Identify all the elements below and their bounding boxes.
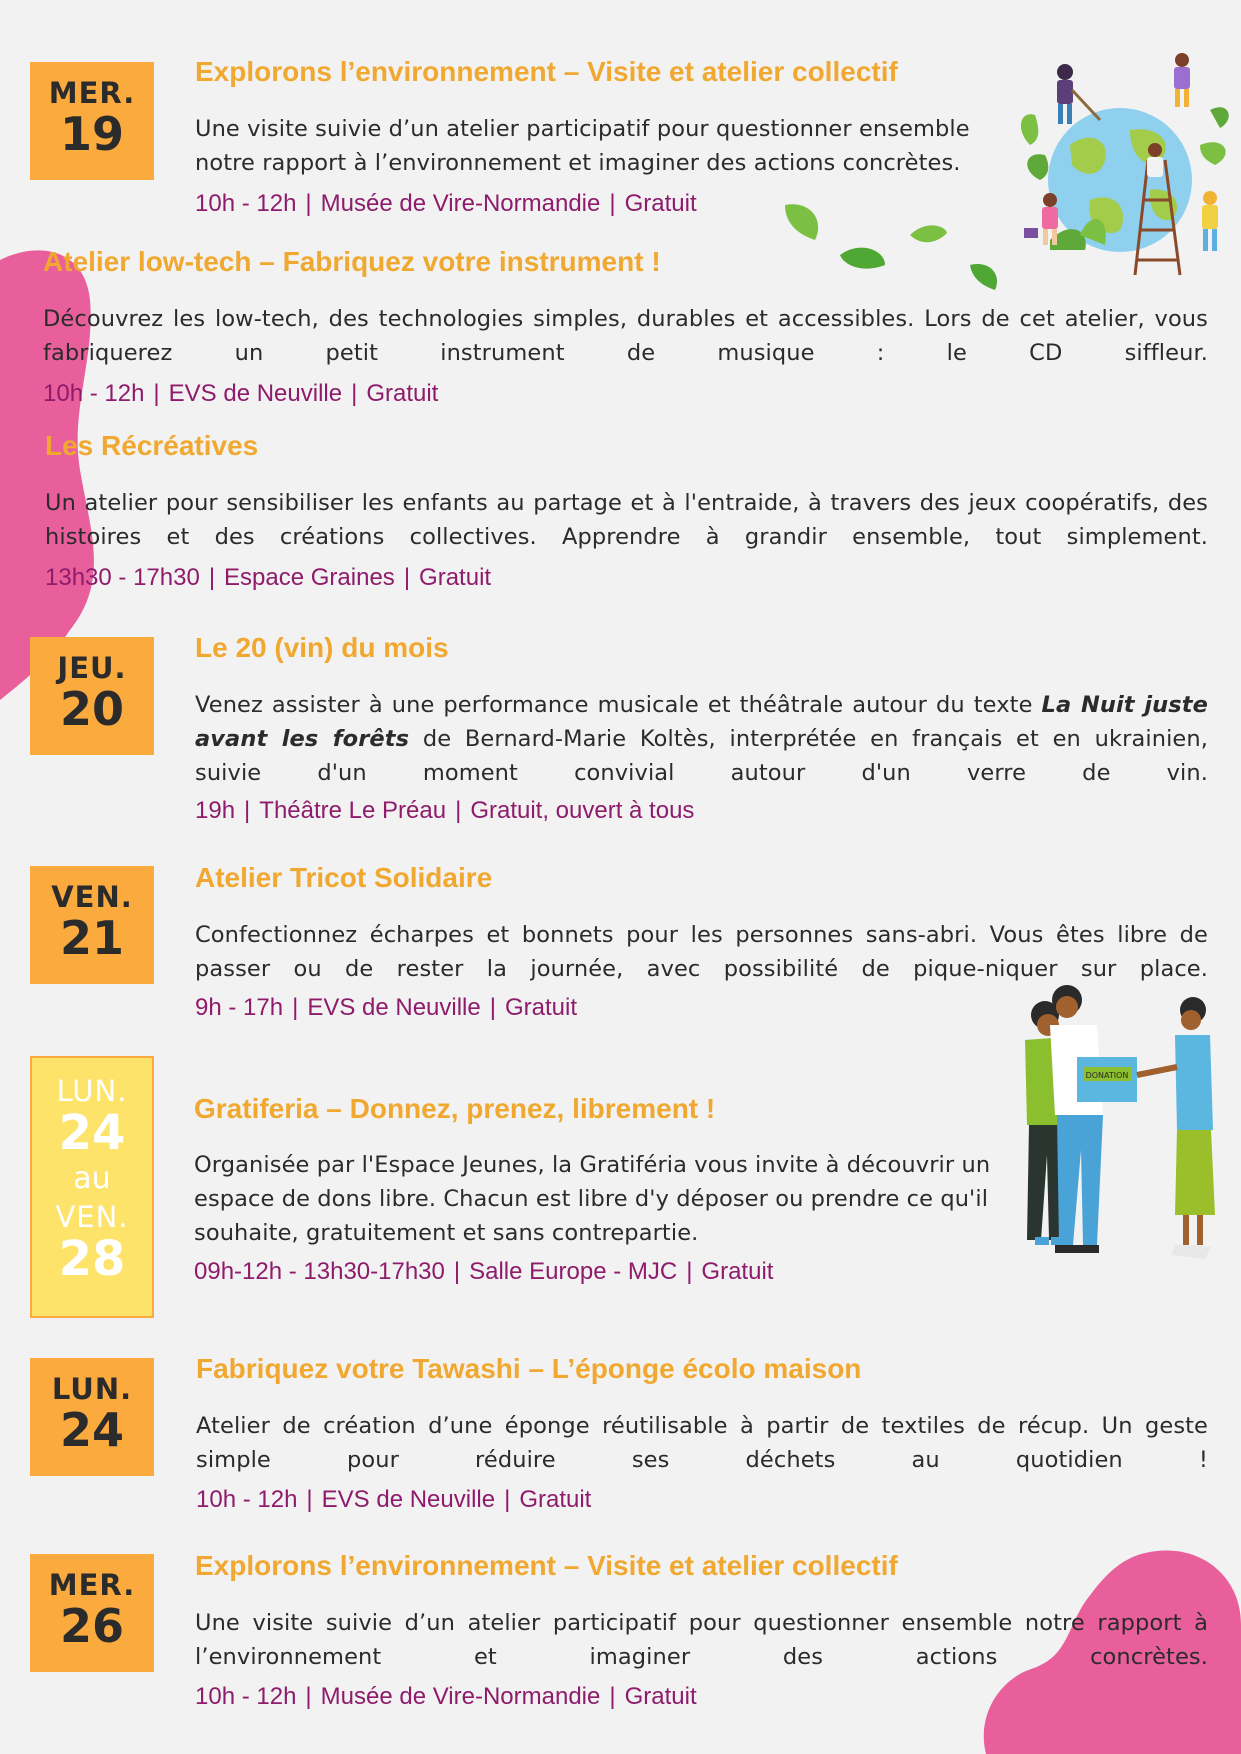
event-description: Atelier de création d’une éponge réutilisable à partir de textiles de récup. Un geste simple pour réduire ses déchets au quotidien !	[196, 1413, 1208, 1473]
event-title: Explorons l’environnement – Visite et atelier collectif	[195, 1550, 898, 1581]
date-badge	[30, 62, 154, 180]
event-meta	[195, 1683, 697, 1711]
separator: |	[351, 380, 358, 407]
event-title: Atelier Tricot Solidaire	[195, 862, 493, 893]
separator: |	[292, 994, 299, 1021]
separator: |	[686, 1258, 693, 1285]
donation-box-illustration	[1005, 975, 1235, 1275]
event-title: Gratiferia – Donnez, prenez, librement !	[194, 1093, 716, 1124]
separator: |	[609, 1683, 616, 1710]
event-price: Gratuit	[519, 1486, 592, 1513]
work-title: La Nuit juste avant les forêts	[195, 692, 1208, 752]
separator: |	[153, 380, 160, 407]
donation-label: DONATION	[1085, 1071, 1129, 1080]
date-number: 26	[59, 1599, 124, 1653]
event-description: Un atelier pour sensibiliser les enfants au partage et à l'entraide, à travers des jeux coopératifs, des histoires et des créations collectives. Apprendre à grandir ensemble, tout simplement.	[45, 490, 1208, 550]
date-day: MER.	[48, 76, 136, 110]
date-number: 20	[59, 682, 124, 736]
separator: |	[244, 797, 251, 824]
event-price: Gratuit	[504, 994, 578, 1021]
date-day: VEN.	[51, 880, 133, 914]
date-number-end: 28	[58, 1231, 126, 1287]
separator: |	[208, 564, 216, 591]
separator: |	[455, 797, 462, 824]
event-meta	[194, 1258, 773, 1286]
event-meta	[195, 190, 697, 218]
date-day-end: VEN.	[55, 1200, 129, 1234]
event-place: EVS de Neuville	[321, 1486, 496, 1513]
event-place: Espace Graines	[224, 564, 395, 591]
separator: |	[453, 1258, 461, 1285]
event-description: Confectionnez écharpes et bonnets pour les personnes sans-abri. Vous êtes libre de passer ou de rester la journée, avec possibilité de pique-niquer sur place.	[195, 922, 1208, 982]
date-day: MER.	[48, 1568, 136, 1602]
event-title: Explorons l’environnement – Visite et atelier collectif	[195, 56, 898, 87]
event-time: 10h - 12h	[43, 380, 145, 407]
event-description	[195, 688, 1208, 790]
separator: |	[489, 994, 496, 1021]
date-badge	[30, 866, 154, 984]
date-day: LUN.	[56, 1074, 128, 1108]
separator: |	[504, 1486, 511, 1513]
description-text: de Bernard-Marie Koltès, interprétée en français et en ukrainien, suivie d'un moment convivial autour d'un verre de vin.	[195, 726, 1208, 786]
event-place: EVS de Neuville	[168, 380, 343, 407]
date-badge	[30, 1554, 154, 1672]
separator: |	[305, 1683, 312, 1710]
event-time: 10h - 12h	[196, 1486, 298, 1513]
date-range-connector: au	[73, 1161, 111, 1196]
date-number: 19	[59, 107, 124, 161]
event-title: Le 20 (vin) du mois	[195, 632, 449, 663]
date-badge	[30, 1358, 154, 1476]
date-range-badge	[30, 1056, 154, 1318]
date-number: 21	[59, 911, 124, 965]
date-badge	[30, 637, 154, 755]
event-time: 9h - 17h	[195, 994, 284, 1021]
date-day: JEU.	[57, 651, 127, 685]
event-title: Les Récréatives	[45, 430, 259, 461]
description-text: Venez assister à une performance musicale et théâtrale autour du texte	[195, 692, 1033, 718]
date-number: 24	[59, 1403, 124, 1457]
event-meta	[195, 994, 577, 1022]
event-title: Atelier low-tech – Fabriquez votre instrument !	[43, 246, 661, 277]
event-place: Musée de Vire-Normandie	[320, 1683, 601, 1710]
event-description: Une visite suivie d’un atelier participatif pour questionner ensemble notre rapport à l’environnement et imaginer des actions concrètes.	[195, 116, 970, 176]
event-place: Musée de Vire-Normandie	[320, 190, 601, 217]
event-price: Gratuit	[419, 564, 492, 591]
event-time: 13h30 - 17h30	[45, 564, 200, 591]
event-price: Gratuit	[624, 1683, 697, 1710]
event-price: Gratuit	[366, 380, 439, 407]
separator: |	[305, 190, 312, 217]
separator: |	[609, 190, 616, 217]
event-description: Découvrez les low-tech, des technologies simples, durables et accessibles. Lors de cet atelier, vous fabriquerez un petit instrument de musique : le CD siffleur.	[43, 306, 1208, 366]
date-day: LUN.	[51, 1372, 133, 1406]
leaves-icon	[780, 195, 1010, 295]
event-meta	[195, 797, 694, 825]
earth-kids-illustration	[1010, 50, 1240, 280]
event-time: 19h	[195, 797, 236, 824]
date-number: 24	[58, 1105, 126, 1161]
event-description: Organisée par l'Espace Jeunes, la Gratiféria vous invite à découvrir un espace de dons libre. Chacun est libre d'y déposer ou prendre ce qu'il souhaite, gratuitement et sans contrepartie.	[194, 1152, 991, 1246]
event-place: EVS de Neuville	[307, 994, 481, 1021]
event-place: Salle Europe - MJC	[469, 1258, 678, 1285]
event-place: Théâtre Le Préau	[259, 797, 447, 824]
event-time: 10h - 12h	[195, 190, 297, 217]
event-price: Gratuit	[624, 190, 697, 217]
event-time: 10h - 12h	[195, 1683, 297, 1710]
event-meta	[196, 1486, 591, 1514]
event-meta	[43, 380, 438, 408]
event-time: 09h-12h - 13h30-17h30	[194, 1258, 445, 1285]
separator: |	[403, 564, 411, 591]
event-description: Une visite suivie d’un atelier participatif pour questionner ensemble notre rapport à l’environnement et imaginer des actions concrètes.	[195, 1610, 1208, 1670]
event-price: Gratuit, ouvert à tous	[470, 797, 695, 824]
event-price: Gratuit	[701, 1258, 774, 1285]
event-title: Fabriquez votre Tawashi – L’éponge écolo maison	[196, 1353, 862, 1384]
event-meta	[45, 564, 491, 592]
separator: |	[306, 1486, 313, 1513]
